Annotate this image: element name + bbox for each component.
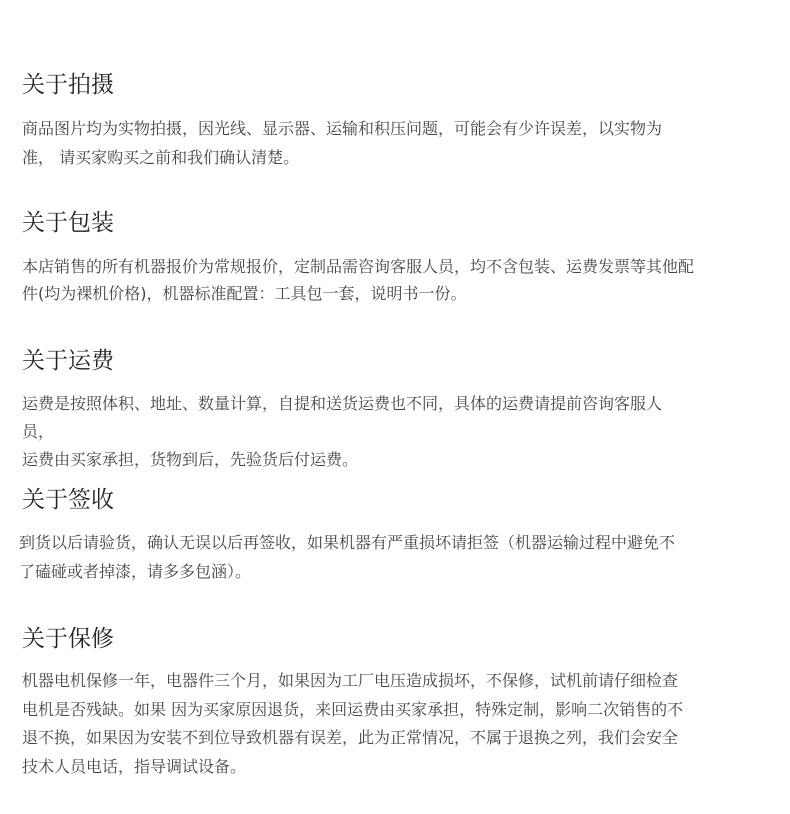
section-title-packaging: 关于包装 (22, 210, 114, 236)
paragraph-line: 退不换，如果因为安装不到位导致机器有误差，此为正常情况，不属于退换之列，我们会安全 (22, 728, 679, 747)
section-title-warranty: 关于保修 (22, 626, 114, 652)
paragraph-line: 商品图片均为实物拍摄，因光线、显示器、运输和积压问题，可能会有少许误差，以实物为 (22, 119, 663, 138)
section-title-receipt: 关于签收 (22, 487, 114, 513)
paragraph-line: 准， 请买家购买之前和我们确认清楚。 (22, 148, 300, 167)
paragraph-line: 到货以后请验货，确认无误以后再签收，如果机器有严重损坏请拒签（机器运输过程中避免不 (19, 533, 676, 552)
paragraph-line: 机器电机保修一年，电器件三个月，如果因为工厂电压造成损坏，不保修，试机前请仔细检查 (22, 671, 679, 690)
paragraph-line: 电机是否残缺。如果 因为买家原因退货，来回运费由买家承担，特殊定制，影响二次销售的不 (22, 700, 684, 719)
paragraph-line: 技术人员电话，指导调试设备。 (22, 757, 247, 776)
paragraph-line: 本店销售的所有机器报价为常规报价，定制品需咨询客服人员，均不含包装、运费发票等其他配 (22, 257, 695, 276)
section-title-shipping: 关于运费 (22, 348, 114, 374)
paragraph-line: 员， (22, 422, 55, 441)
paragraph-line: 运费由买家承担，货物到后，先验货后付运费。 (22, 450, 359, 469)
paragraph-line: 件(均为裸机价格)，机器标准配置：工具包一套，说明书一份。 (22, 284, 467, 303)
paragraph-line: 运费是按照体积、地址、数量计算，自提和送货运费也不同，具体的运费请提前咨询客服人 (22, 394, 663, 413)
section-title-photography: 关于拍摄 (22, 72, 114, 98)
paragraph-line: 了磕碰或者掉漆，请多多包涵）。 (19, 562, 252, 581)
